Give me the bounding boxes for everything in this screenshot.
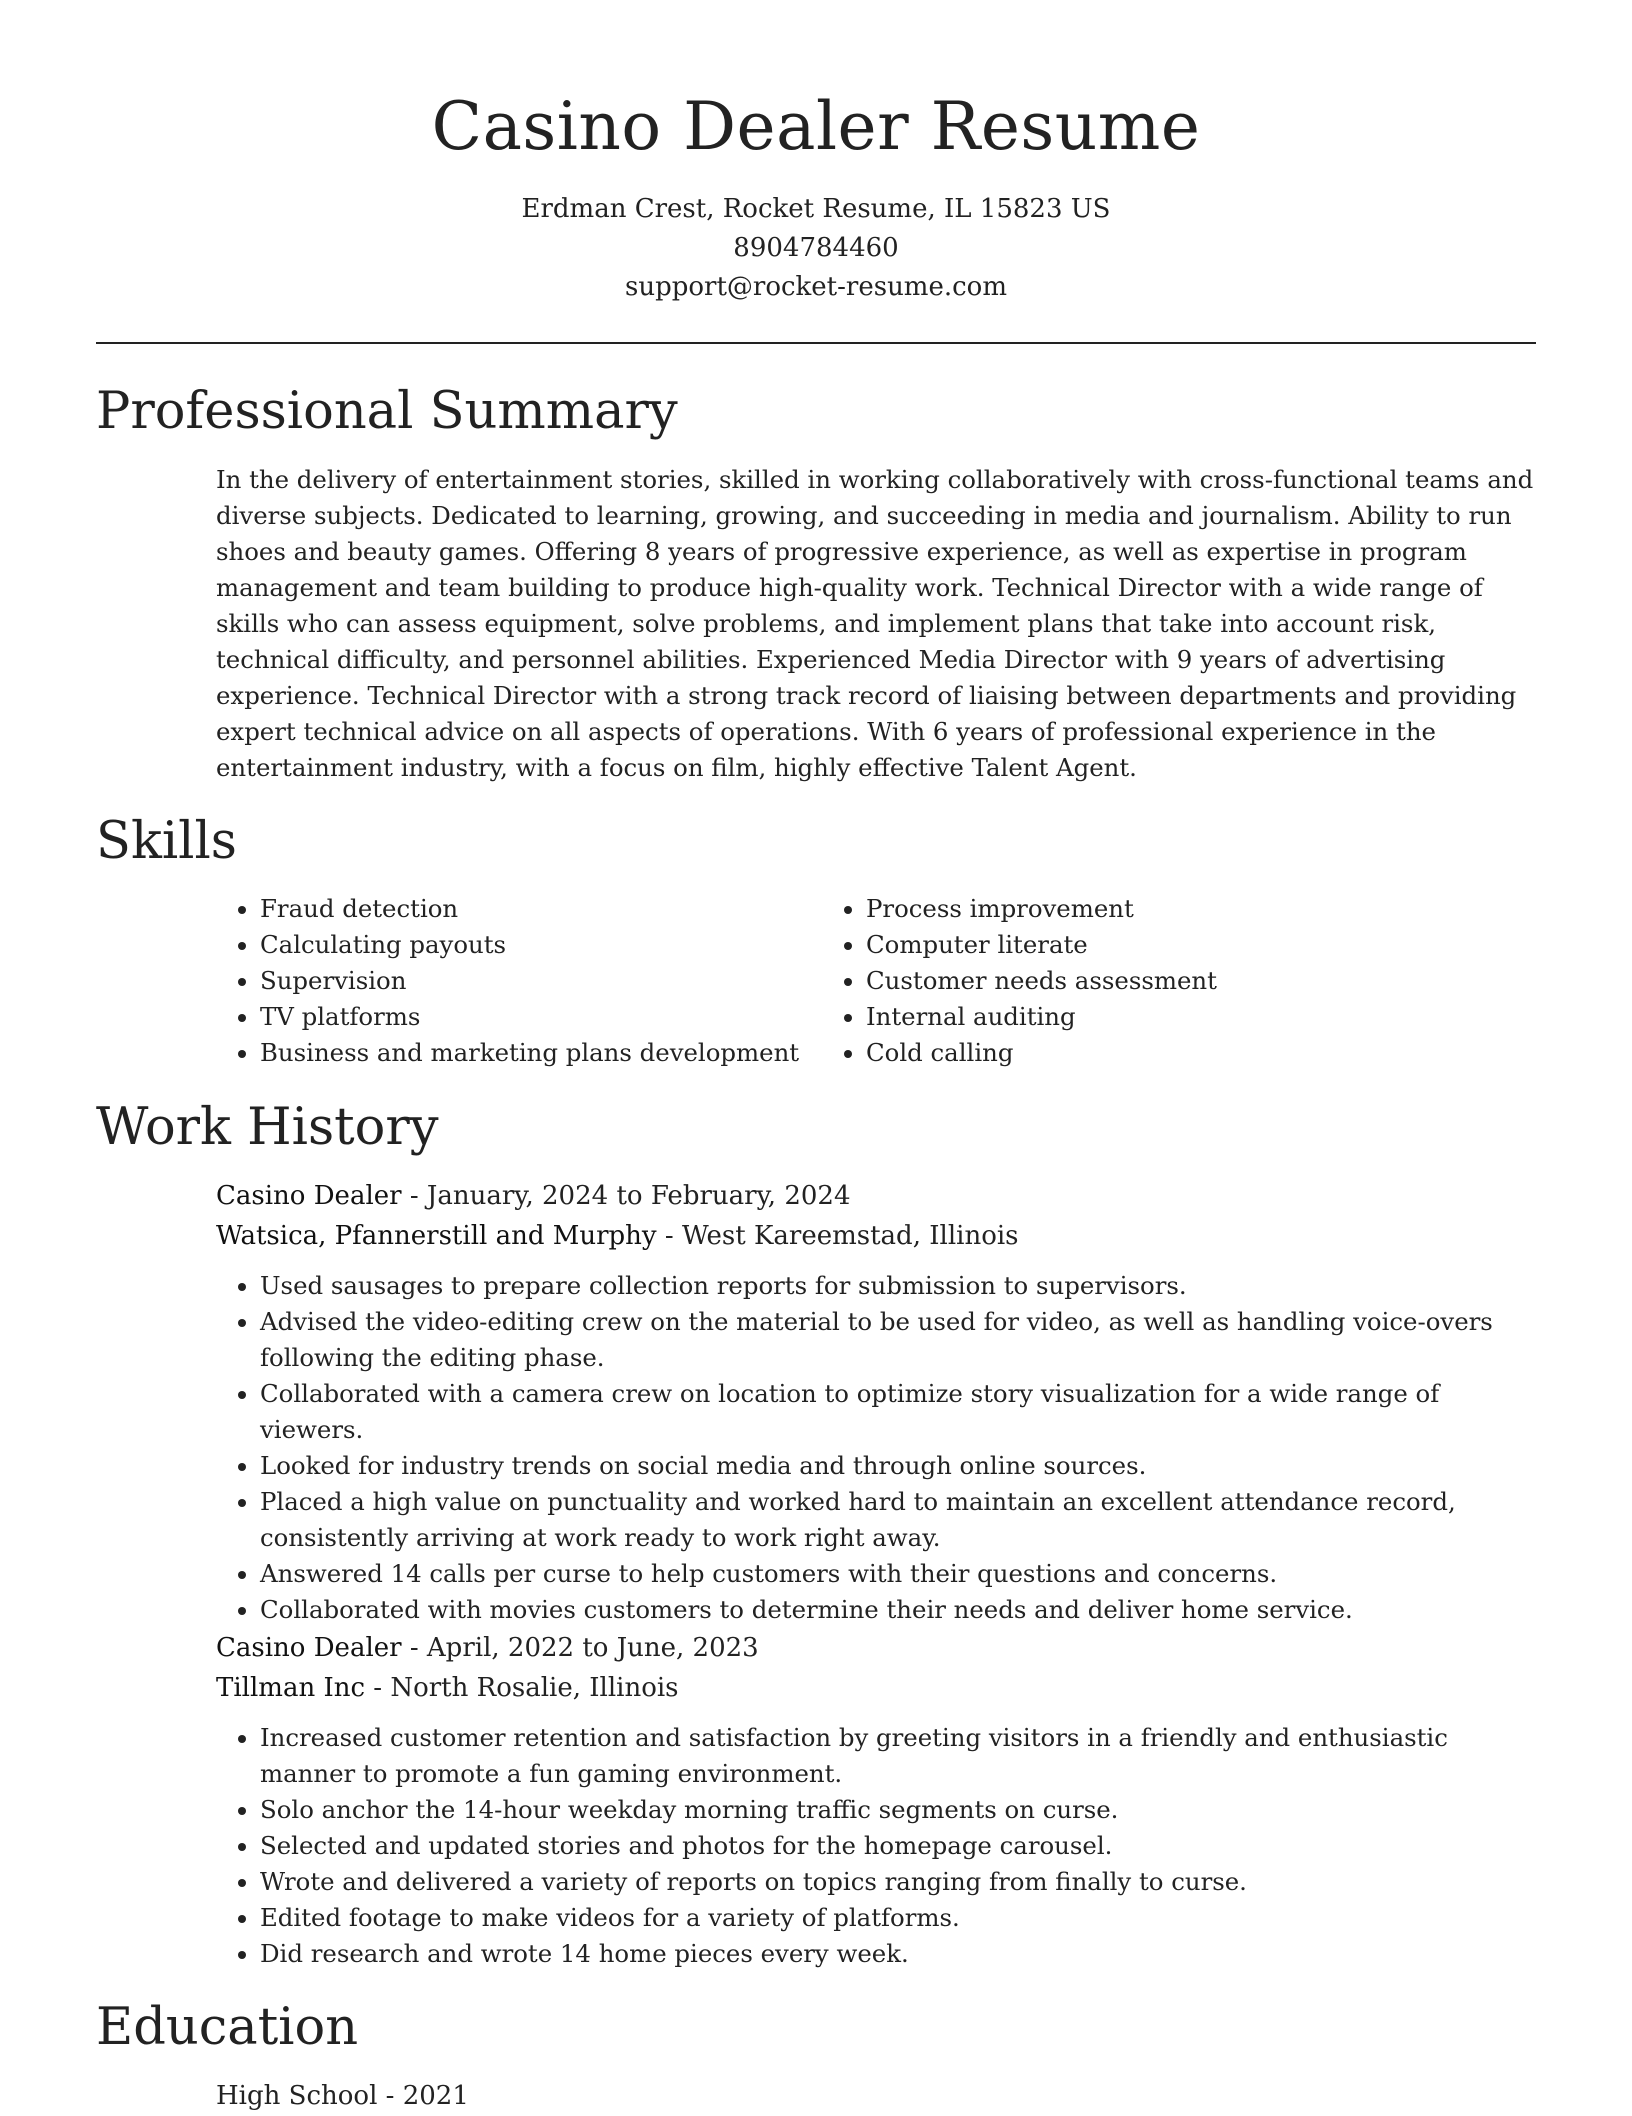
job-bullet: • Collaborated with movies customers to determine their needs and deliver home service.: [260, 1592, 1536, 1628]
job-company-line: [216, 1216, 1536, 1256]
job-bullet: • Edited footage to make videos for a variety of platforms.: [260, 1900, 1536, 1936]
job-role-line: [216, 1176, 1536, 1216]
work-history-heading: Work History: [96, 1098, 439, 1157]
job-bullet: • Answered 14 calls per curse to help customers with their questions and concerns.: [260, 1556, 1536, 1592]
skills-heading: Skills: [96, 812, 237, 871]
job-bullet: • Increased customer retention and satisfaction by greeting visitors in a friendly and enthusiastic manner to promote a fun gaming environment.: [260, 1720, 1536, 1792]
resume-title: Casino Dealer Resume: [431, 88, 1201, 165]
job-dates: - April, 2022 to June, 2023: [401, 1633, 759, 1663]
education-heading: Education: [96, 1998, 359, 2057]
header-divider: [96, 342, 1536, 344]
job-role-line: [216, 1628, 1536, 1668]
job-bullet: • Did research and wrote 14 home pieces every week.: [260, 1936, 1536, 1972]
resume-header: [0, 0, 1632, 307]
job-bullet: • Collaborated with a camera crew on location to optimize story visualization for a wide range of viewers.: [260, 1376, 1536, 1448]
skill-item: • TV platforms: [260, 999, 822, 1035]
job-role: Casino Dealer: [216, 1181, 402, 1211]
job-bullet: • Used sausages to prepare collection reports for submission to supervisors.: [260, 1268, 1536, 1304]
job-bullet: • Looked for industry trends on social media and through online sources.: [260, 1448, 1536, 1484]
skill-item: • Calculating payouts: [260, 927, 822, 963]
contact-address: Erdman Crest, Rocket Resume, IL 15823 US: [521, 194, 1111, 224]
education-entry: High School - 2021: [216, 2081, 469, 2111]
job-location: - North Rosalie, Illinois: [365, 1673, 679, 1703]
job-location: - West Kareemstad, Illinois: [656, 1221, 1019, 1251]
skill-item: • Process improvement: [866, 891, 1217, 927]
job-bullets: [216, 1720, 1536, 1972]
job-bullet: • Wrote and delivered a variety of reports on topics ranging from finally to curse.: [260, 1864, 1536, 1900]
job-bullet: • Advised the video-editing crew on the material to be used for video, as well as handling voice-overs following the editing phase.: [260, 1304, 1536, 1376]
job-bullet: • Solo anchor the 14-hour weekday morning traffic segments on curse.: [260, 1792, 1536, 1828]
skill-item: • Supervision: [260, 963, 822, 999]
job-bullets: [216, 1268, 1536, 1628]
job-role: Casino Dealer: [216, 1633, 402, 1663]
summary-text: In the delivery of entertainment stories, skilled in working collaboratively with cross-functional teams and diverse subjects. Dedicated to learning, growing, and succeeding in media and journalism. Ability to run shoes and beauty games. Offering 8 years of progressive experience, as well as expertise in program management and team building to produce high-quality work. Technical Director with a wide range of skills who can assess equipment, solve problems, and implement plans that take into account risk, technical difficulty, and personnel abilities. Experienced Media Director with 9 years of advertising experience. Technical Director with a strong track record of liaising between departments and providing expert technical advice on all aspects of operations. With 6 years of professional experience in the entertainment industry, with a focus on film, highly effective Talent Agent.: [216, 465, 1534, 782]
contact-block: [0, 190, 1632, 307]
contact-phone: 8904784460: [733, 233, 899, 263]
skills-column-left: [216, 891, 822, 1071]
job-entry: [216, 1628, 1536, 1972]
job-company: Tillman Inc: [216, 1673, 366, 1703]
job-bullet: • Selected and updated stories and photos for the homepage carousel.: [260, 1828, 1536, 1864]
contact-email: support@rocket-resume.com: [624, 272, 1007, 302]
job-bullet: • Placed a high value on punctuality and worked hard to maintain an excellent attendance record, consistently arriving at work ready to work right away.: [260, 1484, 1536, 1556]
job-dates: - January, 2024 to February, 2024: [401, 1181, 851, 1211]
job-company: Watsica, Pfannerstill and Murphy: [216, 1221, 657, 1251]
skills-list: [216, 891, 1536, 1071]
skill-item: • Internal auditing: [866, 999, 1217, 1035]
skill-item: • Customer needs assessment: [866, 963, 1217, 999]
skill-item: • Fraud detection: [260, 891, 822, 927]
skill-item: • Computer literate: [866, 927, 1217, 963]
summary-heading: Professional Summary: [96, 382, 678, 441]
skill-item: • Cold calling: [866, 1035, 1217, 1071]
skill-item: • Business and marketing plans development: [260, 1035, 822, 1071]
skills-column-right: [822, 891, 1217, 1071]
job-entry: [216, 1176, 1536, 1628]
job-company-line: [216, 1668, 1536, 1708]
